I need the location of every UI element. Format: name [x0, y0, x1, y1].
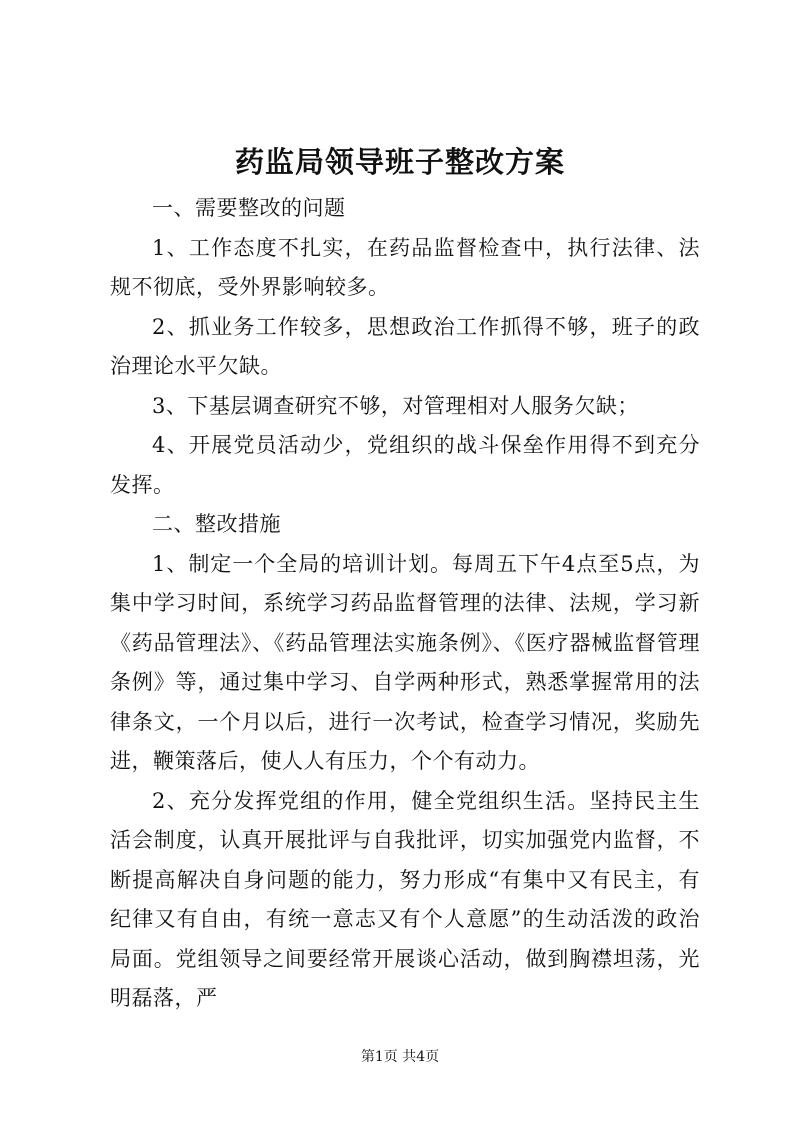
problem-item-2: 2、抓业务工作较多，思想政治工作抓得不够，班子的政治理论水平欠缺。 — [110, 314, 700, 378]
problem-item-1: 1、工作态度不扎实，在药品监督检查中，执行法律、法规不彻底，受外界影响较多。 — [110, 235, 700, 299]
measure-item-2: 2、充分发挥党组的作用，健全党组织生活。坚持民主生活会制度，认真开展批评与自我批评，切实加强党内监督，不断提高解决自身问题的能力，努力形成“有集中又有民主，有纪律又有自由，有统一意志又有个人意愿”的生动活泼的政治局面。党组领导之间要经常开展谈心活动，做到胸襟坦荡，光明磊落，严 — [110, 788, 700, 1010]
page-number: 第1页 — [360, 1049, 398, 1065]
section-heading-problems: 一、需要整改的问题 — [152, 196, 346, 220]
page-footer — [0, 1047, 800, 1067]
section-heading-measures: 二、整改措施 — [152, 512, 281, 536]
problem-item-3: 3、下基层调查研究不够，对管理相对人服务欠缺； — [152, 393, 639, 418]
document-body — [110, 189, 700, 1019]
problem-item-4: 4、开展党员活动少，党组织的战斗保垒作用得不到充分发挥。 — [110, 433, 700, 497]
page-total: 共4页 — [402, 1049, 440, 1065]
measure-item-1: 1、制定一个全局的培训计划。每周五下午4点至5点，为集中学习时间，系统学习药品监督管理的法律、法规，学习新《药品管理法》、《药品管理法实施条例》、《医疗器械监督管理条例》等，通过集中学习、自学两种形式，熟悉掌握常用的法律条文，一个月以后，进行一次考试，检查学习情况，奖励先进，鞭策落后，使人人有压力，个个有动力。 — [110, 551, 700, 773]
document-title: 药监局领导班子整改方案 — [234, 145, 565, 179]
